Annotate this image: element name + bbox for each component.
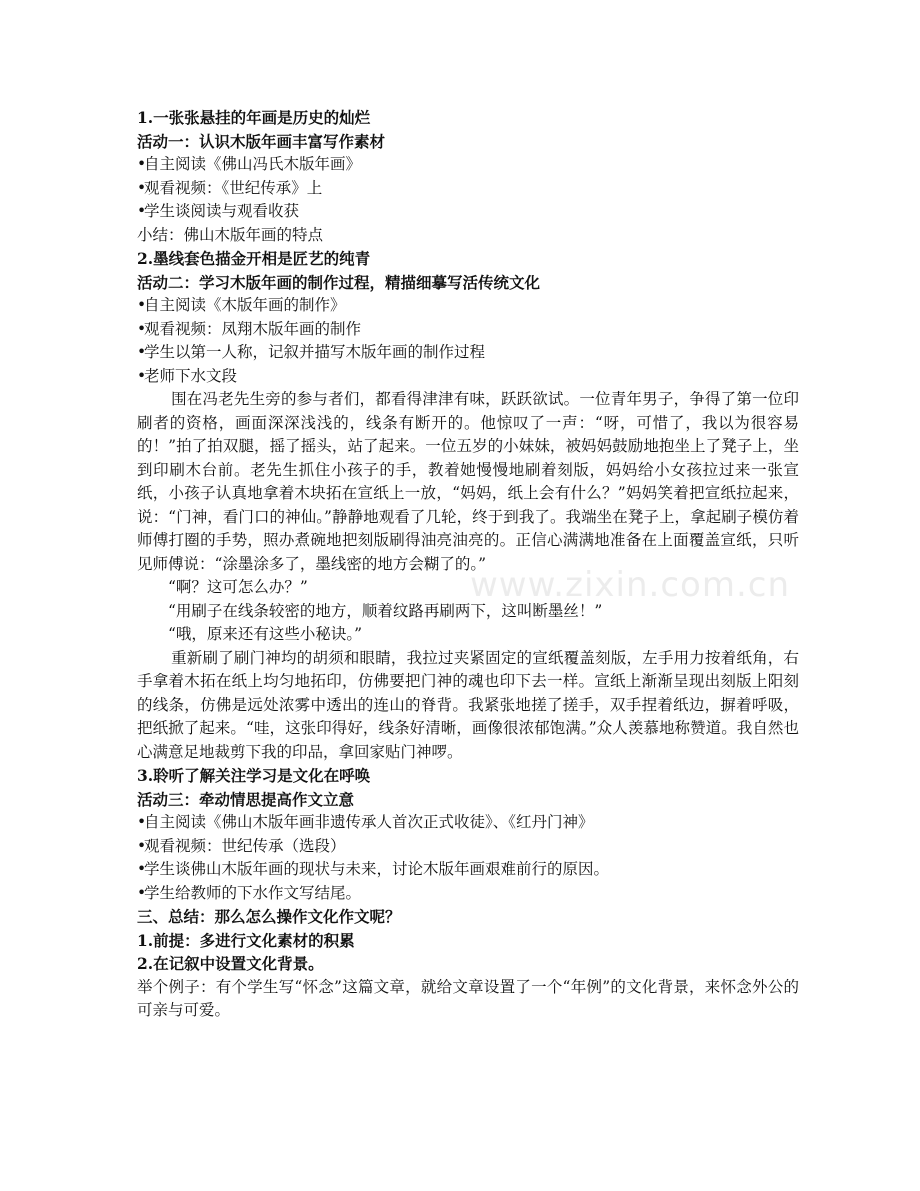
activity-2-item: • 老师下水文段	[137, 365, 799, 389]
activity-1-item: • 学生谈阅读与观看收获	[137, 200, 799, 224]
example-paragraph: 举个例子：有个学生写“怀念”这篇文章，就给文章设置了一个“年例”的文化背景，来怀念外公的可亲与可爱。	[137, 977, 799, 1019]
activity-1-item: • 观看视频：《世纪传承》上	[137, 177, 799, 201]
summary-point-2: 2.在记叙中设置文化背景。	[137, 954, 324, 973]
essay-dialogue: “用刷子在线条较密的地方，顺着纹路再刷两下，这叫断墨丝！”	[168, 601, 603, 620]
section-3-heading: 3.聆听了解关注学习是文化在呼唤	[137, 766, 371, 785]
essay-paragraph: 重新刷了刷门神均的胡须和眼睛，我拉过夹紧固定的宣纸覆盖刻版，左手用力按着纸角，右手拿着木拓在纸上均匀地拓印，仿佛要把门神的魂也印下去一样。宣纸上渐渐呈现出刻版上阳刻的线条，仿佛是远处浓雾中透出的连山的脊背。我紧张地搓了搓手，双手捏着纸边，摒着呼吸，把纸掀了起来。“哇，这张印得好，线条好清晰，画像很浓郁饱满。”众人羡慕地称赞道。我自然也心满意足地裁剪下我的印品，拿回家贴门神啰。	[137, 648, 799, 761]
activity-2-heading: 活动二：学习木版年画的制作过程，精描细摹写活传统文化	[137, 272, 541, 292]
section-2-heading: 2.墨线套色描金开相是匠艺的纯青	[137, 249, 371, 268]
essay-dialogue: “哦，原来还有这些小秘诀。”	[168, 625, 363, 643]
summary-point-1: 1.前提：多进行文化素材的积累	[137, 930, 355, 950]
summary-heading: 三、总结：那么怎么操作文化作文呢？	[137, 907, 401, 926]
essay-dialogue: “啊？这可怎么办？”	[168, 578, 308, 596]
activity-1-item: • 自主阅读《佛山冯氏木版年画》	[137, 153, 799, 177]
activity-2-item: • 学生以第一人称，记叙并描写木版年画的制作过程	[137, 341, 799, 365]
activity-2-item: • 自主阅读《木版年画的制作》	[137, 294, 799, 318]
activity-2-item: • 观看视频：凤翔木版年画的制作	[137, 318, 799, 342]
activity-3-heading: 活动三：牵动情思提高作文立意	[137, 789, 355, 809]
activity-1-summary: 小结：佛山木版年画的特点	[137, 225, 324, 244]
activity-3-item: • 观看视频：世纪传承（选段）	[137, 835, 799, 859]
activity-3-item: • 学生谈佛山木版年画的现状与未来，讨论木版年画艰难前行的原因。	[137, 858, 799, 882]
watermark-text: www.zixin.com.cn	[470, 565, 790, 605]
activity-3-item: • 学生给教师的下水作文写结尾。	[137, 882, 799, 906]
essay-paragraph: 围在冯老先生旁的参与者们，都看得津津有味，跃跃欲试。一位青年男子，争得了第一位印刷者的资格，画面深深浅浅的，线条有断开的。他惊叹了一声：“呀，可惜了，我以为很容易的！”拍了拍双腿，摇了摇头，站了起来。一位五岁的小妹妹，被妈妈鼓励地抱坐上了凳子上，坐到印刷木台前。老先生抓住小孩子的手，教着她慢慢地刷着刻版，妈妈给小女孩拉过来一张宣纸，小孩子认真地拿着木块拓在宣纸上一放，“妈妈，纸上会有什么？”妈妈笑着把宣纸拉起来，说：“门神，看门口的神仙。”静静地观看了几轮，终于到我了。我端坐在凳子上，拿起刷子模仿着师傅打圈的手势，照办煮碗地把刻版刷得油亮油亮的。正信心满满地准备在上面覆盖宣纸，只听见师傅说：“涂墨涂多了，墨线密的地方会糊了的。”	[137, 390, 799, 573]
document-body	[137, 106, 799, 1023]
activity-3-item: • 自主阅读《佛山木版年画非遗传承人首次正式收徒》、《红丹门神》	[137, 811, 799, 835]
activity-1-heading: 活动一：认识木版年画丰富写作素材	[137, 131, 386, 151]
section-1-heading: 1.一张张悬挂的年画是历史的灿烂	[137, 108, 371, 127]
